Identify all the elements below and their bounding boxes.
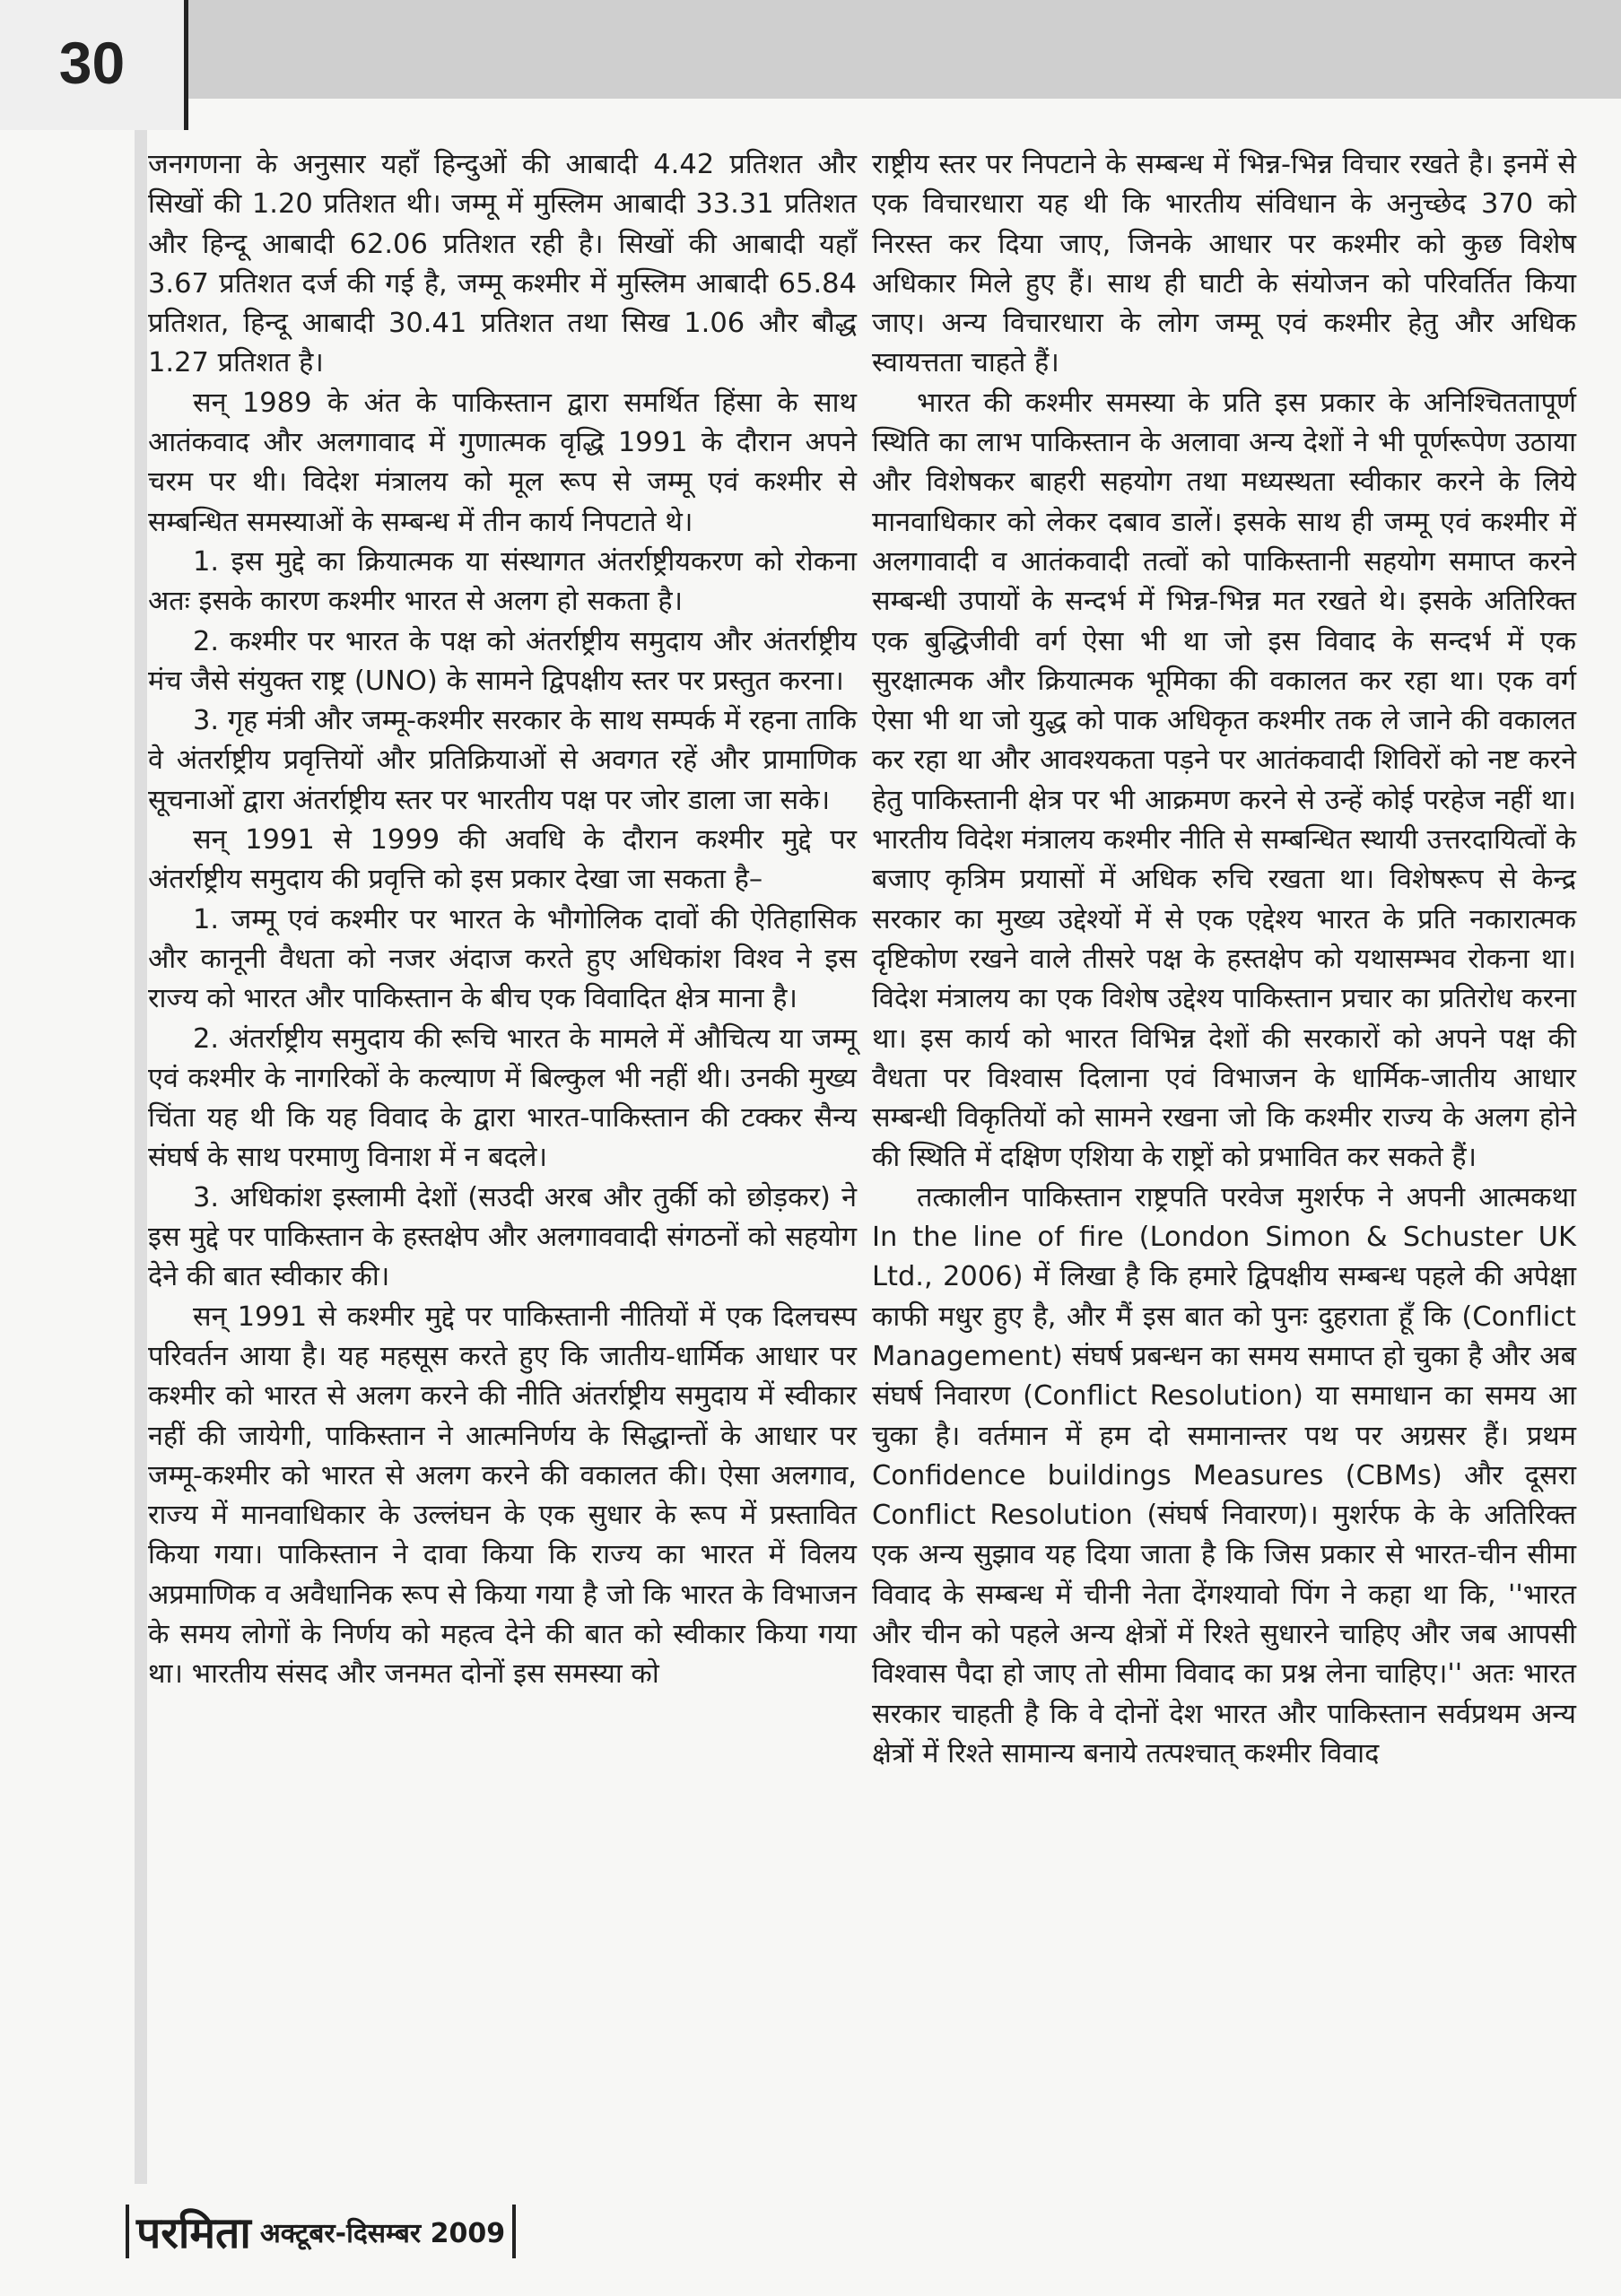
paragraph: सन् 1991 से 1999 की अवधि के दौरान कश्मीर मुद्दे पर अंतर्राष्ट्रीय समुदाय की प्रवृत्ति को इस प्रकार देखा जा सकता है– — [148, 824, 857, 896]
list-item: 1. जम्मू एवं कश्मीर पर भारत के भौगोलिक दावों की ऐतिहासिक और कानूनी वैधता को नजर अंदाज करते हुए अधिकांश विश्व ने इस राज्य को भारत और पाकिस्तान के बीच एक विवादित क्षेत्र माना है। — [148, 903, 857, 1015]
right-column — [872, 145, 1576, 1774]
list-item: 3. अधिकांश इस्लामी देशों (सउदी अरब और तुर्की को छोड़कर) ने इस मुद्दे पर पाकिस्तान के हस्तक्षेप और अलगाववादी संगठनों को सहयोग देने की बात स्वीकार की। — [148, 1181, 857, 1293]
paragraph: राष्ट्रीय स्तर पर निपटाने के सम्बन्ध में भिन्न-भिन्न विचार रखते है। इनमें से एक विचारधारा यह थी कि भारतीय संविधान के अनुच्छेद 370 को निरस्त कर दिया जाए, जिनके आधार पर कश्मीर को कुछ विशेष अधिकार मिले हुए हैं। साथ ही घाटी के संयोजन को परिवर्तित किया जाए। अन्य विचारधारा के लोग जम्मू एवं कश्मीर हेतु और अधिक स्वायत्तता चाहते हैं। — [872, 149, 1576, 379]
paragraph: भारत की कश्मीर समस्या के प्रति इस प्रकार के अनिश्चिततापूर्ण स्थिति का लाभ पाकिस्तान के अलावा अन्य देशों ने भी पूर्णरूपेण उठाया और विशेषकर बाहरी सहयोग तथा मध्यस्थता स्वीकार करने के लिये मानवाधिकार को लेकर दबाव डालें। इसके साथ ही जम्मू एवं कश्मीर में अलगावादी व आतंकवादी तत्वों को पाकिस्तानी सहयोग समाप्त करने सम्बन्धी उपायों के सन्दर्भ में भिन्न-भिन्न मत रखते थे। इसके अतिरिक्त एक बुद्धिजीवी वर्ग ऐसा भी था जो इस विवाद के सन्दर्भ में एक सुरक्षात्मक और क्रियात्मक भूमिका की वकालत कर रहा था। एक वर्ग ऐसा भी था जो युद्ध को पाक अधिकृत कश्मीर तक ले जाने की वकालत कर रहा था और आवश्यकता पड़ने पर आतंकवादी शिविरों को नष्ट करने हेतु पाकिस्तानी क्षेत्र पर भी आक्रमण करने से उन्हें कोई परहेज नहीं था। भारतीय विदेश मंत्रालय कश्मीर नीति से सम्बन्धित स्थायी उत्तरदायित्वों के बजाए कृत्रिम प्रयासों में अधिक रुचि रखता था। विशेषरूप से केन्द्र सरकार का मुख्य उद्देश्यों में से एक एद्देश्य भारत के प्रति नकारात्मक दृष्टिकोण रखने वाले तीसरे पक्ष के हस्तक्षेप को यथासम्भव रोकना था। विदेश मंत्रालय का एक विशेष उद्देश्य पाकिस्तान प्रचार का प्रतिरोध करना था। इस कार्य को भारत विभिन्न देशों की सरकारों को अपने पक्ष की वैधता पर विश्वास दिलाना एवं विभाजन के धार्मिक-जातीय आधार सम्बन्धी विकृतियों को सामने रखना जो कि कश्मीर राज्य के अलग होने की स्थिति में दक्षिण एशिया के राष्ट्रों को प्रभावित कर सकते हैं। — [872, 387, 1576, 1174]
list-item: 1. इस मुद्दे का क्रियात्मक या संस्थागत अंतर्राष्ट्रीयकरण को रोकना अतः इसके कारण कश्मीर भारत से अलग हो सकता है। — [148, 545, 857, 618]
paragraph: सन् 1989 के अंत के पाकिस्तान द्वारा समर्थित हिंसा के साथ आतंकवाद और अलगावाद में गुणात्मक वृद्धि 1991 के दौरान अपने चरम पर थी। विदेश मंत्रालय को मूल रूप से जम्मू एवं कश्मीर से सम्बन्धित समस्याओं के सम्बन्ध में तीन कार्य निपटाते थे। — [148, 387, 857, 538]
issue-date: अक्टूबर-दिसम्बर 2009 — [259, 2217, 506, 2249]
list-item: 2. अंतर्राष्ट्रीय समुदाय की रूचि भारत के मामले में औचित्य या जम्मू एवं कश्मीर के नागरिकों के कल्याण में बिल्कुल भी नहीं थी। उनकी मुख्य चिंता यह थी कि यह विवाद के द्वारा भारत-पाकिस्तान की टक्कर सैन्य संघर्ष के साथ परमाणु विनाश में न बदले। — [148, 1022, 857, 1174]
left-column — [148, 145, 857, 1695]
magazine-name: परमिता — [136, 2207, 251, 2258]
page-number: 30 — [0, 0, 188, 130]
footer — [126, 2203, 516, 2260]
header-bar — [0, 0, 1621, 99]
paragraph: तत्कालीन पाकिस्तान राष्ट्रपति परवेज मुशर्रफ ने अपनी आत्मकथा In the line of fire (London Simon & Schuster UK Ltd., 2006) में लिखा है कि हमारे द्विपक्षीय सम्बन्ध पहले की अपेक्षा काफी मधुर हुए है, और मैं इस बात को पुनः दुहराता हूँ कि (Conflict Management) संघर्ष प्रबन्धन का समय समाप्त हो चुका है और अब संघर्ष निवारण (Conflict Resolution) या समाधान का समय आ चुका है। वर्तमान में हम दो समानान्तर पथ पर अग्रसर हैं। प्रथम Confidence buildings Measures (CBMs) और दूसरा Conflict Resolution (संघर्ष निवारण)। मुशर्रफ के के अतिरिक्त एक अन्य सुझाव यह दिया जाता है कि जिस प्रकार से भारत-चीन सीमा विवाद के सम्बन्ध में चीनी नेता देंगश्यावो पिंग ने कहा था कि, ''भारत और चीन को पहले अन्य क्षेत्रों में रिश्ते सुधारने चाहिए और जब आपसी विश्वास पैदा हो जाए तो सीमा विवाद का प्रश्न लेना चाहिए।'' अतः भारत सरकार चाहती है कि वे दोनों देश भारत और पाकिस्तान सर्वप्रथम अन्य क्षेत्रों में रिश्ते सामान्य बनाये तत्पश्चात् कश्मीर विवाद — [872, 1181, 1576, 1770]
paragraph: सन् 1991 से कश्मीर मुद्दे पर पाकिस्तानी नीतियों में एक दिलचस्प परिवर्तन आया है। यह महसूस करते हुए कि जातीय-धार्मिक आधार पर कश्मीर को भारत से अलग करने की नीति अंतर्राष्ट्रीय समुदाय में स्वीकार नहीं की जायेगी, पाकिस्तान ने आत्मनिर्णय के सिद्धान्तों के आधार पर जम्मू-कश्मीर को भारत से अलग करने की वकालत की। ऐसा अलगाव, राज्य में मानवाधिकार के उल्लंघन के एक सुधार के रूप में प्रस्तावित किया गया। पाकिस्तान ने दावा किया कि राज्य का भारत में विलय अप्रमाणिक व अवैधानिक रूप से किया गया है जो कि भारत के विभाजन के समय लोगों के निर्णय को महत्व देने की बात को स्वीकार किया गया था। भारतीय संसद और जनमत दोनों इस समस्या को — [148, 1300, 857, 1691]
paragraph: जनगणना के अनुसार यहाँ हिन्दुओं की आबादी 4.42 प्रतिशत और सिखों की 1.20 प्रतिशत थी। जम्मू में मुस्लिम आबादी 33.31 प्रतिशत और हिन्दू आबादी 62.06 प्रतिशत रही है। सिखों की आबादी यहाँ 3.67 प्रतिशत दर्ज की गई है, जम्मू कश्मीर में मुस्लिम आबादी 65.84 प्रतिशत, हिन्दू आबादी 30.41 प्रतिशत तथा सिख 1.06 और बौद्ध 1.27 प्रतिशत है। — [148, 149, 857, 379]
list-item: 2. कश्मीर पर भारत के पक्ष को अंतर्राष्ट्रीय समुदाय और अंतर्राष्ट्रीय मंच जैसे संयुक्त राष्ट्र (UNO) के सामने द्विपक्षीय स्तर पर प्रस्तुत करना। — [148, 625, 857, 697]
footer-divider — [126, 2205, 129, 2258]
left-gutter — [135, 130, 147, 2184]
footer-divider — [512, 2205, 516, 2258]
list-item: 3. गृह मंत्री और जम्मू-कश्मीर सरकार के साथ सम्पर्क में रहना ताकि वे अंतर्राष्ट्रीय प्रवृत्तियों और प्रतिक्रियाओं से अवगत रहें और प्रामाणिक सूचनाओं द्वारा अंतर्राष्ट्रीय स्तर पर भारतीय पक्ष पर जोर डाला जा सके। — [148, 705, 857, 816]
